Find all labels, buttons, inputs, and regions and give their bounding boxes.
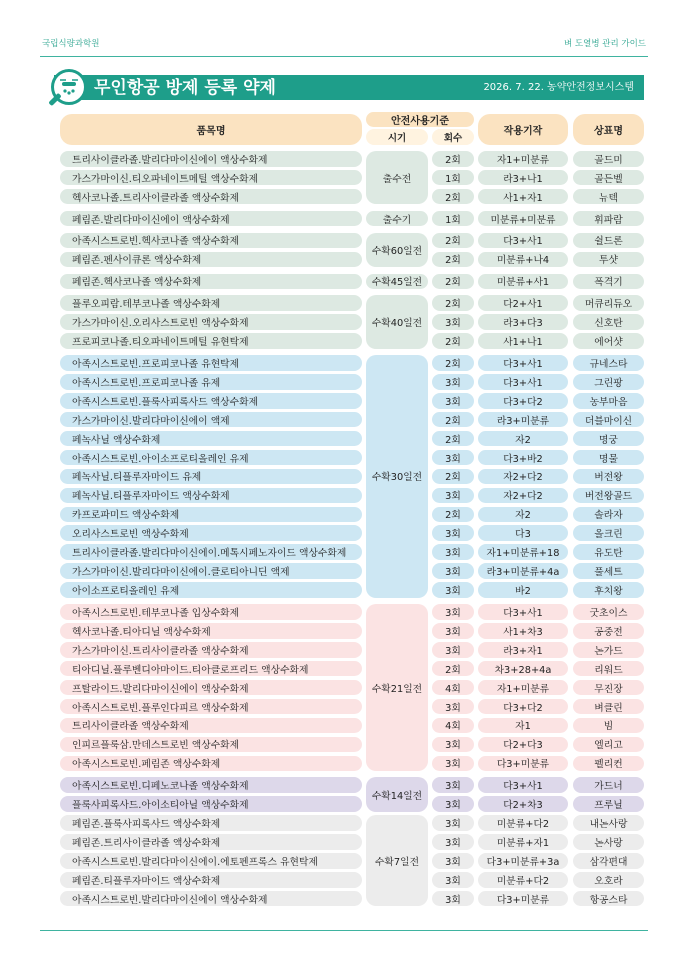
product-name: 아족시스트로빈.테부코나졸 입상수화제: [60, 604, 362, 620]
mechanism-code: 자1+미분류: [478, 680, 568, 696]
product-name: 가스가마이신.티오파네이트메틸 액상수화제: [60, 170, 362, 186]
application-count: 3회: [432, 815, 474, 831]
mechanism-code: 사1+나1: [478, 333, 568, 349]
mechanism-code: 라3+다3: [478, 314, 568, 330]
mechanism-code: 미분류+미분류: [478, 211, 568, 227]
mechanism-code: 미분류+나4: [478, 252, 568, 268]
mechanism-code: 다3+미분류: [478, 756, 568, 772]
header-count: 회수: [432, 129, 474, 145]
mechanism-code: 미분류+자1: [478, 834, 568, 850]
product-name: 아족시스트로빈.프로피코나졸 유현탁제: [60, 355, 362, 371]
brand-name: 폭격기: [573, 274, 644, 290]
timing-cell: 수확7일전: [366, 815, 428, 906]
org-name: 국립식량과학원: [42, 39, 100, 49]
brand-name: 삼각편대: [573, 853, 644, 869]
product-name: 아족시스트로빈.발리다마이신에이 액상수화제: [60, 891, 362, 907]
mechanism-code: 라3+나1: [478, 170, 568, 186]
mechanism-code: 사1+차3: [478, 623, 568, 639]
application-count: 3회: [432, 488, 474, 504]
product-name: 아족시스트로빈.페림존 액상수화제: [60, 756, 362, 772]
brand-name: 신호탄: [573, 314, 644, 330]
brand-name: 풀세트: [573, 563, 644, 579]
mechanism-code: 다3+다2: [478, 699, 568, 715]
brand-name: 항공스타: [573, 891, 644, 907]
mechanism-code: 다3+사1: [478, 374, 568, 390]
mechanism-code: 다3+사1: [478, 355, 568, 371]
mechanism-code: 자2: [478, 431, 568, 447]
mechanism-code: 미분류+다2: [478, 872, 568, 888]
product-name: 가스가마이신.발리다마이신에이 액제: [60, 412, 362, 428]
mechanism-code: 자2+다2: [478, 488, 568, 504]
brand-name: 뉴텍: [573, 189, 644, 205]
brand-name: 오호라: [573, 872, 644, 888]
brand-name: 빔: [573, 718, 644, 734]
header-brand: 상표명: [573, 114, 644, 145]
mechanism-code: 자2+다2: [478, 469, 568, 485]
brand-name: 그린팡: [573, 374, 644, 390]
brand-name: 논가드: [573, 642, 644, 658]
application-count: 2회: [432, 233, 474, 249]
header-timing: 시기: [366, 129, 428, 145]
product-name: 아이소프로티올레인 유제: [60, 582, 362, 598]
application-count: 2회: [432, 431, 474, 447]
application-count: 2회: [432, 189, 474, 205]
mechanism-code: 자1+미분류+18: [478, 544, 568, 560]
application-count: 3회: [432, 393, 474, 409]
application-count: 3회: [432, 525, 474, 541]
brand-name: 명궁: [573, 431, 644, 447]
product-name: 페림존.헥사코나졸 액상수화제: [60, 274, 362, 290]
product-name: 트리사이클라졸.발리다마이신에이.메톡시페노자이드 액상수화제: [60, 544, 362, 560]
brand-name: 굿초이스: [573, 604, 644, 620]
product-name: 트리사이클라졸 액상수화제: [60, 718, 362, 734]
product-name: 페림존.발리다마이신에이 액상수화제: [60, 211, 362, 227]
application-count: 2회: [432, 274, 474, 290]
product-name: 페녹사닐.티플루자마이드 액상수화제: [60, 488, 362, 504]
mechanism-code: 다3+미분류+3a: [478, 853, 568, 869]
application-count: 3회: [432, 563, 474, 579]
mechanism-code: 다2+다3: [478, 737, 568, 753]
mechanism-code: 다3+바2: [478, 450, 568, 466]
application-count: 3회: [432, 314, 474, 330]
brand-name: 벼클린: [573, 699, 644, 715]
product-name: 페림존.펜사이큐론 액상수화제: [60, 252, 362, 268]
header-safety: 안전사용기준: [366, 112, 474, 127]
mechanism-code: 자2: [478, 507, 568, 523]
brand-name: 가드너: [573, 777, 644, 793]
brand-name: 버전왕골드: [573, 488, 644, 504]
timing-cell: 수확45일전: [366, 274, 428, 290]
brand-name: 버전왕: [573, 469, 644, 485]
application-count: 4회: [432, 718, 474, 734]
brand-name: 유도탄: [573, 544, 644, 560]
page-title: 무인항공 방제 등록 약제: [94, 78, 276, 98]
product-name: 페림존.트리사이클라졸 액상수화제: [60, 834, 362, 850]
brand-name: 머큐리듀오: [573, 295, 644, 311]
brand-name: 엘리고: [573, 737, 644, 753]
mechanism-code: 미분류+다2: [478, 815, 568, 831]
mechanism-code: 다3+사1: [478, 777, 568, 793]
header-product: 품목명: [60, 114, 362, 145]
mechanism-code: 다2+사1: [478, 295, 568, 311]
application-count: 3회: [432, 777, 474, 793]
application-count: 3회: [432, 544, 474, 560]
application-count: 2회: [432, 355, 474, 371]
timing-cell: 수확40일전: [366, 295, 428, 348]
product-name: 플루오피람.테부코나졸 액상수화제: [60, 295, 362, 311]
brand-name: 골드미: [573, 151, 644, 167]
product-name: 페림존.플룩사피록사드 액상수화제: [60, 815, 362, 831]
brand-name: 내논사랑: [573, 815, 644, 831]
application-count: 2회: [432, 252, 474, 268]
application-count: 3회: [432, 450, 474, 466]
timing-cell: 수확60일전: [366, 233, 428, 267]
mechanism-code: 차3+28+4a: [478, 661, 568, 677]
application-count: 3회: [432, 891, 474, 907]
mechanism-code: 다3+미분류: [478, 891, 568, 907]
brand-name: 공중전: [573, 623, 644, 639]
mechanism-code: 라3+자1: [478, 642, 568, 658]
application-count: 2회: [432, 507, 474, 523]
product-name: 페림존.티플루자마이드 액상수화제: [60, 872, 362, 888]
application-count: 1회: [432, 170, 474, 186]
mechanism-code: 라3+미분류: [478, 412, 568, 428]
mechanism-code: 다3+다2: [478, 393, 568, 409]
product-name: 페녹사닐.티플루자마이드 유제: [60, 469, 362, 485]
product-name: 아족시스트로빈.프로피코나졸 유제: [60, 374, 362, 390]
product-name: 아족시스트로빈.발리다마이신에이.에토펜프록스 유현탁제: [60, 853, 362, 869]
brand-name: 펠리컨: [573, 756, 644, 772]
product-name: 프탈라이드.발리다마이신에이 액상수화제: [60, 680, 362, 696]
product-name: 인피르플룩삼.만데스트로빈 액상수화제: [60, 737, 362, 753]
brand-name: 규네스타: [573, 355, 644, 371]
brand-name: 휘파람: [573, 211, 644, 227]
timing-cell: 수확14일전: [366, 777, 428, 811]
application-count: 3회: [432, 699, 474, 715]
application-count: 2회: [432, 151, 474, 167]
brand-name: 골든벨: [573, 170, 644, 186]
product-name: 페녹사닐 액상수화제: [60, 431, 362, 447]
application-count: 3회: [432, 756, 474, 772]
application-count: 3회: [432, 374, 474, 390]
application-count: 3회: [432, 853, 474, 869]
product-name: 헥사코나졸.티아디닐 액상수화제: [60, 623, 362, 639]
product-name: 아족시스트로빈.플루인다피르 액상수화제: [60, 699, 362, 715]
brand-name: 프루닐: [573, 796, 644, 812]
timing-cell: 출수전: [366, 151, 428, 204]
product-name: 가스가마이신.트리사이클라졸 액상수화제: [60, 642, 362, 658]
source-date: 2026. 7. 22. 농약안전정보시스템: [483, 82, 634, 93]
application-count: 2회: [432, 661, 474, 677]
application-count: 1회: [432, 211, 474, 227]
brand-name: 투샷: [573, 252, 644, 268]
mechanism-code: 다3+사1: [478, 233, 568, 249]
application-count: 3회: [432, 737, 474, 753]
product-name: 아족시스트로빈.헥사코나졸 액상수화제: [60, 233, 362, 249]
application-count: 3회: [432, 872, 474, 888]
application-count: 4회: [432, 680, 474, 696]
application-count: 3회: [432, 796, 474, 812]
timing-cell: 수확21일전: [366, 604, 428, 771]
brand-name: 농부마음: [573, 393, 644, 409]
mechanism-code: 라3+미분류+4a: [478, 563, 568, 579]
application-count: 2회: [432, 469, 474, 485]
brand-name: 무진장: [573, 680, 644, 696]
brand-name: 후치왕: [573, 582, 644, 598]
brand-name: 쉴드론: [573, 233, 644, 249]
timing-cell: 출수기: [366, 211, 428, 227]
mechanism-code: 다3+사1: [478, 604, 568, 620]
application-count: 2회: [432, 333, 474, 349]
application-count: 3회: [432, 582, 474, 598]
timing-cell: 수확30일전: [366, 355, 428, 598]
application-count: 3회: [432, 604, 474, 620]
mechanism-code: 다2+차3: [478, 796, 568, 812]
brand-name: 더블마이신: [573, 412, 644, 428]
brand-name: 에어샷: [573, 333, 644, 349]
mechanism-code: 다3: [478, 525, 568, 541]
product-name: 아족시스트로빈.아이소프로티올레인 유제: [60, 450, 362, 466]
mechanism-code: 미분류+사1: [478, 274, 568, 290]
guide-title: 벼 도열병 관리 가이드: [563, 39, 646, 49]
application-count: 3회: [432, 623, 474, 639]
brand-name: 솔라자: [573, 507, 644, 523]
application-count: 3회: [432, 834, 474, 850]
brand-name: 올크린: [573, 525, 644, 541]
application-count: 2회: [432, 412, 474, 428]
product-name: 티아디닐.플루벤디아마이드.티아클로프리드 액상수화제: [60, 661, 362, 677]
product-name: 헥사코나졸.트리사이클라졸 액상수화제: [60, 189, 362, 205]
brand-name: 리워드: [573, 661, 644, 677]
brand-name: 논사랑: [573, 834, 644, 850]
product-name: 아족시스트로빈.플룩사피록사드 액상수화제: [60, 393, 362, 409]
product-name: 프로피코나졸.티오파네이트메틸 유현탁제: [60, 333, 362, 349]
top-divider: [40, 56, 648, 57]
mechanism-code: 사1+자1: [478, 189, 568, 205]
product-name: 오리사스트로빈 액상수화제: [60, 525, 362, 541]
mechanism-code: 자1+미분류: [478, 151, 568, 167]
product-name: 트리사이클라졸.발리다마이신에이 액상수화제: [60, 151, 362, 167]
product-name: 플룩사피록사드.아이소티아닐 액상수화제: [60, 796, 362, 812]
application-count: 3회: [432, 642, 474, 658]
application-count: 2회: [432, 295, 474, 311]
brand-name: 명물: [573, 450, 644, 466]
mechanism-code: 바2: [478, 582, 568, 598]
product-name: 가스가마이신.발리다마이신에이.클로티아니딘 액제: [60, 563, 362, 579]
product-name: 가스가마이신.오리사스트로빈 액상수화제: [60, 314, 362, 330]
bottom-divider: [40, 930, 648, 931]
header-mechanism: 작용기작: [478, 114, 568, 145]
product-name: 아족시스트로빈.디페노코나졸 액상수화제: [60, 777, 362, 793]
product-name: 카프로파미드 액상수화제: [60, 507, 362, 523]
mechanism-code: 자1: [478, 718, 568, 734]
